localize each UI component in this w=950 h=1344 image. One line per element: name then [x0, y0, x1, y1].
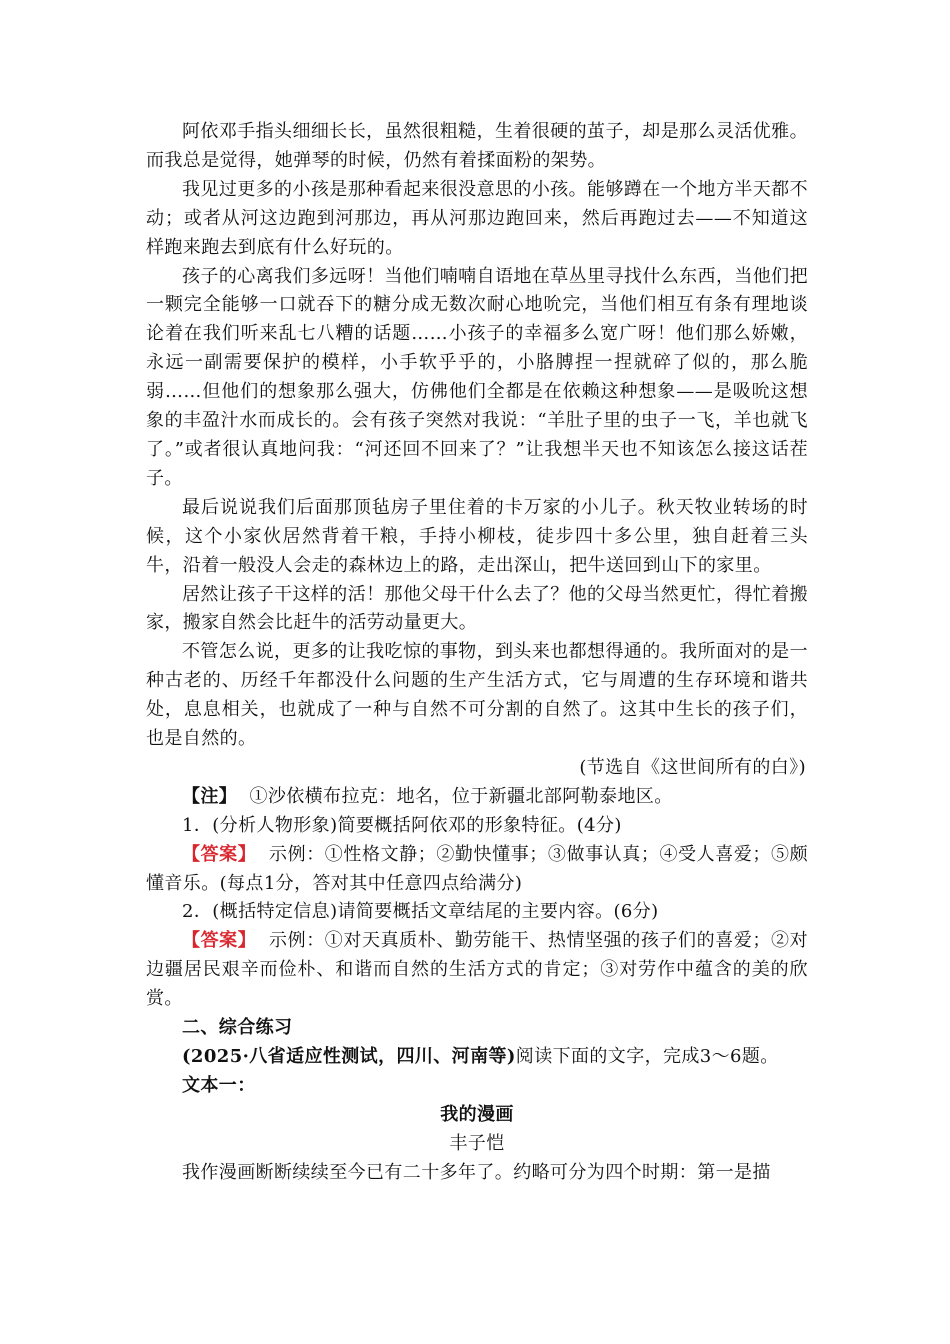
article-author: 丰子恺 — [449, 1132, 505, 1154]
text-label: 文本一： — [182, 1074, 256, 1096]
question-2: 2．(概括特定信息)请简要概括文章结尾的主要内容。(6分) — [182, 901, 659, 923]
note-text: ①沙依横布拉克：地名，位于新疆北部阿勒泰地区。 — [249, 785, 673, 807]
answer-label: 【答案】 — [182, 843, 257, 865]
paragraph-4: 最后说说我们后面那顶毡房子里住着的卡万家的小儿子。秋天牧业转场的时候，这个小家伙居然背着干粮，手持小柳枝，徒步四十多公里，独自赶着三头牛，沿着一般没人会走的森林边上的路，走出深山，把牛送回到山下的家里。 — [146, 496, 808, 576]
article-title: 我的漫画 — [440, 1103, 514, 1125]
paragraph-2: 我见过更多的小孩是那种看起来很没意思的小孩。能够蹲在一个地方半天都不动；或者从河这边跑到河那边，再从河那边跑回来，然后再跑过去——不知道这样跑来跑去到底有什么好玩的。 — [146, 178, 808, 258]
answer-text: 示例：①对天真质朴、勤劳能干、热情坚强的孩子们的喜爱；②对边疆居民艰辛而俭朴、和谐而自然的生活方式的肯定；③对劳作中蕴含的美的欣赏。 — [146, 930, 808, 1010]
section-source — [146, 1043, 808, 1072]
article-first-line: 我作漫画断断续续至今已有二十多年了。约略可分为四个时期：第一是描 — [182, 1161, 771, 1183]
paragraph-6: 不管怎么说，更多的让我吃惊的事物，到头来也都想得通的。我所面对的是一种古老的、历经千年都没什么问题的生产生活方式，它与周遭的生存环境和谐共处，息息相关，也就成了一种与自然不可分割的自然了。这其中生长的孩子们，也是自然的。 — [146, 641, 808, 750]
paragraph-1: 阿依邓手指头细细长长，虽然很粗糙，生着很硬的茧子，却是那么灵活优雅。而我总是觉得，她弹琴的时候，仍然有着揉面粉的架势。 — [146, 121, 808, 171]
answer-text: 示例：①性格文静；②勤快懂事；③做事认真；④受人喜爱；⑤颇懂音乐。(每点1分，答对其中任意四点给满分) — [146, 843, 808, 894]
answer-label: 【答案】 — [182, 930, 257, 952]
section-source-rest: 阅读下面的文字，完成3～6题。 — [515, 1046, 779, 1067]
note — [146, 783, 808, 812]
note-label: 【注】 — [182, 785, 238, 807]
answer-1 — [146, 841, 808, 899]
document-page — [146, 118, 808, 1188]
source-citation: (节选自《这世间所有的白》) — [579, 756, 806, 778]
answer-2 — [146, 927, 808, 1014]
paragraph-3: 孩子的心离我们多远呀！当他们喃喃自语地在草丛里寻找什么东西，当他们把一颗完全能够一口就吞下的糖分成无数次耐心地吮完，当他们相互有条有理地谈论着在我们听来乱七八糟的话题……小孩子的幸福多么宽广呀！他们那么娇嫩，永远一副需要保护的模样，小手软乎乎的，小胳膊捏一捏就碎了似的，那么脆弱……但他们的想象那么强大，仿佛他们全都是在依赖这种想象——是吸吮这想象的丰盈汁水而成长的。会有孩子突然对我说：“羊肚子里的虫子一飞，羊也就飞了。”或者很认真地问我：“河还回不回来了？”让我想半天也不知该怎么接这话茬子。 — [146, 265, 808, 489]
section-source-bold: (2025·八省适应性测试，四川、河南等) — [182, 1046, 516, 1067]
paragraph-5: 居然让孩子干这样的活！那他父母干什么去了？他的父母当然更忙，得忙着搬家，搬家自然会比赶牛的活劳动量更大。 — [146, 583, 808, 634]
section-heading: 二、综合练习 — [182, 1017, 293, 1039]
question-1: 1．(分析人物形象)简要概括阿依邓的形象特征。(4分) — [182, 814, 622, 836]
